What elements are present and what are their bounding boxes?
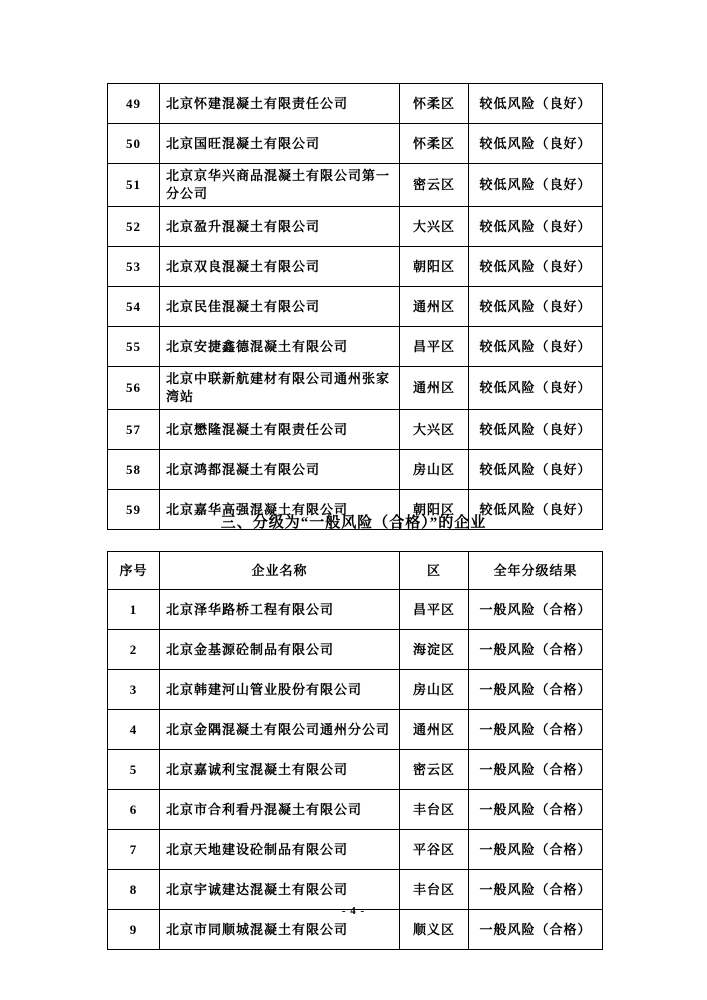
cell-result: 一般风险（合格） (469, 710, 603, 750)
cell-result: 较低风险（良好） (469, 124, 603, 164)
cell-name: 北京泽华路桥工程有限公司 (160, 590, 400, 630)
cell-name: 北京市同顺城混凝土有限公司 (160, 910, 400, 950)
cell-name: 北京懋隆混凝土有限责任公司 (160, 410, 400, 450)
cell-district: 怀柔区 (400, 84, 469, 124)
cell-no: 58 (108, 450, 160, 490)
cell-no: 51 (108, 164, 160, 207)
table-row (108, 790, 603, 830)
cell-result: 较低风险（良好） (469, 367, 603, 410)
cell-name: 北京盈升混凝土有限公司 (160, 207, 400, 247)
cell-no: 49 (108, 84, 160, 124)
table-row (108, 710, 603, 750)
cell-result: 较低风险（良好） (469, 410, 603, 450)
cell-no: 6 (108, 790, 160, 830)
table-row (108, 84, 603, 124)
table-row (108, 830, 603, 870)
cell-district: 房山区 (400, 450, 469, 490)
cell-district: 丰台区 (400, 790, 469, 830)
cell-district: 密云区 (400, 164, 469, 207)
table-row (108, 450, 603, 490)
table-row (108, 750, 603, 790)
cell-district: 朝阳区 (400, 247, 469, 287)
cell-name: 北京京华兴商品混凝土有限公司第一分公司 (160, 164, 400, 207)
cell-result: 较低风险（良好） (469, 450, 603, 490)
table-row (108, 410, 603, 450)
cell-district: 丰台区 (400, 870, 469, 910)
table-row (108, 247, 603, 287)
cell-district: 通州区 (400, 287, 469, 327)
cell-result: 一般风险（合格） (469, 830, 603, 870)
header-district: 区 (400, 552, 469, 590)
table-row (108, 670, 603, 710)
general-risk-table-body (108, 590, 603, 950)
cell-result: 较低风险（良好） (469, 327, 603, 367)
table-header-row (108, 552, 603, 590)
cell-name: 北京嘉华高强混凝土有限公司 (160, 490, 400, 530)
table-row (108, 630, 603, 670)
cell-result: 一般风险（合格） (469, 750, 603, 790)
cell-name: 北京双良混凝土有限公司 (160, 247, 400, 287)
cell-district: 通州区 (400, 710, 469, 750)
cell-result: 一般风险（合格） (469, 670, 603, 710)
cell-no: 55 (108, 327, 160, 367)
cell-name: 北京金隅混凝土有限公司通州分公司 (160, 710, 400, 750)
cell-district: 大兴区 (400, 207, 469, 247)
cell-no: 53 (108, 247, 160, 287)
section-heading: 三、分级为“一般风险（合格）”的企业 (220, 515, 487, 531)
cell-district: 房山区 (400, 670, 469, 710)
cell-name: 北京鸿都混凝土有限公司 (160, 450, 400, 490)
cell-result: 一般风险（合格） (469, 630, 603, 670)
cell-no: 56 (108, 367, 160, 410)
table-row (108, 590, 603, 630)
cell-district: 昌平区 (400, 590, 469, 630)
cell-no: 52 (108, 207, 160, 247)
cell-no: 50 (108, 124, 160, 164)
cell-result: 较低风险（良好） (469, 287, 603, 327)
header-annual-grading-result: 全年分级结果 (469, 552, 603, 590)
table-row (108, 870, 603, 910)
cell-district: 朝阳区 (400, 490, 469, 530)
header-enterprise-name: 企业名称 (160, 552, 400, 590)
table-row (108, 367, 603, 410)
cell-district: 怀柔区 (400, 124, 469, 164)
table-row (108, 164, 603, 207)
cell-name: 北京市合利看丹混凝土有限公司 (160, 790, 400, 830)
cell-district: 昌平区 (400, 327, 469, 367)
cell-name: 北京嘉诚利宝混凝土有限公司 (160, 750, 400, 790)
cell-name: 北京民佳混凝土有限公司 (160, 287, 400, 327)
cell-district: 海淀区 (400, 630, 469, 670)
cell-district: 平谷区 (400, 830, 469, 870)
cell-no: 59 (108, 490, 160, 530)
cell-result: 较低风险（良好） (469, 84, 603, 124)
low-risk-table-body (108, 84, 603, 530)
cell-no: 4 (108, 710, 160, 750)
cell-district: 顺义区 (400, 910, 469, 950)
cell-result: 较低风险（良好） (469, 207, 603, 247)
cell-name: 北京韩建河山管业股份有限公司 (160, 670, 400, 710)
cell-result: 较低风险（良好） (469, 490, 603, 530)
cell-district: 大兴区 (400, 410, 469, 450)
cell-district: 密云区 (400, 750, 469, 790)
page-number: - 4 - (341, 905, 366, 917)
table-row (108, 124, 603, 164)
cell-name: 北京国旺混凝土有限公司 (160, 124, 400, 164)
general-risk-table (107, 551, 603, 950)
cell-no: 8 (108, 870, 160, 910)
header-serial-number: 序号 (108, 552, 160, 590)
cell-no: 3 (108, 670, 160, 710)
cell-name: 北京怀建混凝土有限责任公司 (160, 84, 400, 124)
cell-name: 北京宇诚建达混凝土有限公司 (160, 870, 400, 910)
table-row (108, 287, 603, 327)
cell-result: 一般风险（合格） (469, 590, 603, 630)
cell-result: 一般风险（合格） (469, 910, 603, 950)
cell-no: 2 (108, 630, 160, 670)
cell-name: 北京天地建设砼制品有限公司 (160, 830, 400, 870)
cell-no: 1 (108, 590, 160, 630)
cell-result: 较低风险（良好） (469, 247, 603, 287)
low-risk-table (107, 83, 603, 530)
cell-district: 通州区 (400, 367, 469, 410)
cell-no: 7 (108, 830, 160, 870)
cell-result: 一般风险（合格） (469, 870, 603, 910)
cell-result: 较低风险（良好） (469, 164, 603, 207)
cell-name: 北京中联新航建材有限公司通州张家湾站 (160, 367, 400, 410)
table-row (108, 207, 603, 247)
cell-no: 54 (108, 287, 160, 327)
table-row (108, 327, 603, 367)
cell-no: 5 (108, 750, 160, 790)
cell-no: 9 (108, 910, 160, 950)
cell-name: 北京安捷鑫德混凝土有限公司 (160, 327, 400, 367)
cell-name: 北京金基源砼制品有限公司 (160, 630, 400, 670)
cell-no: 57 (108, 410, 160, 450)
cell-result: 一般风险（合格） (469, 790, 603, 830)
